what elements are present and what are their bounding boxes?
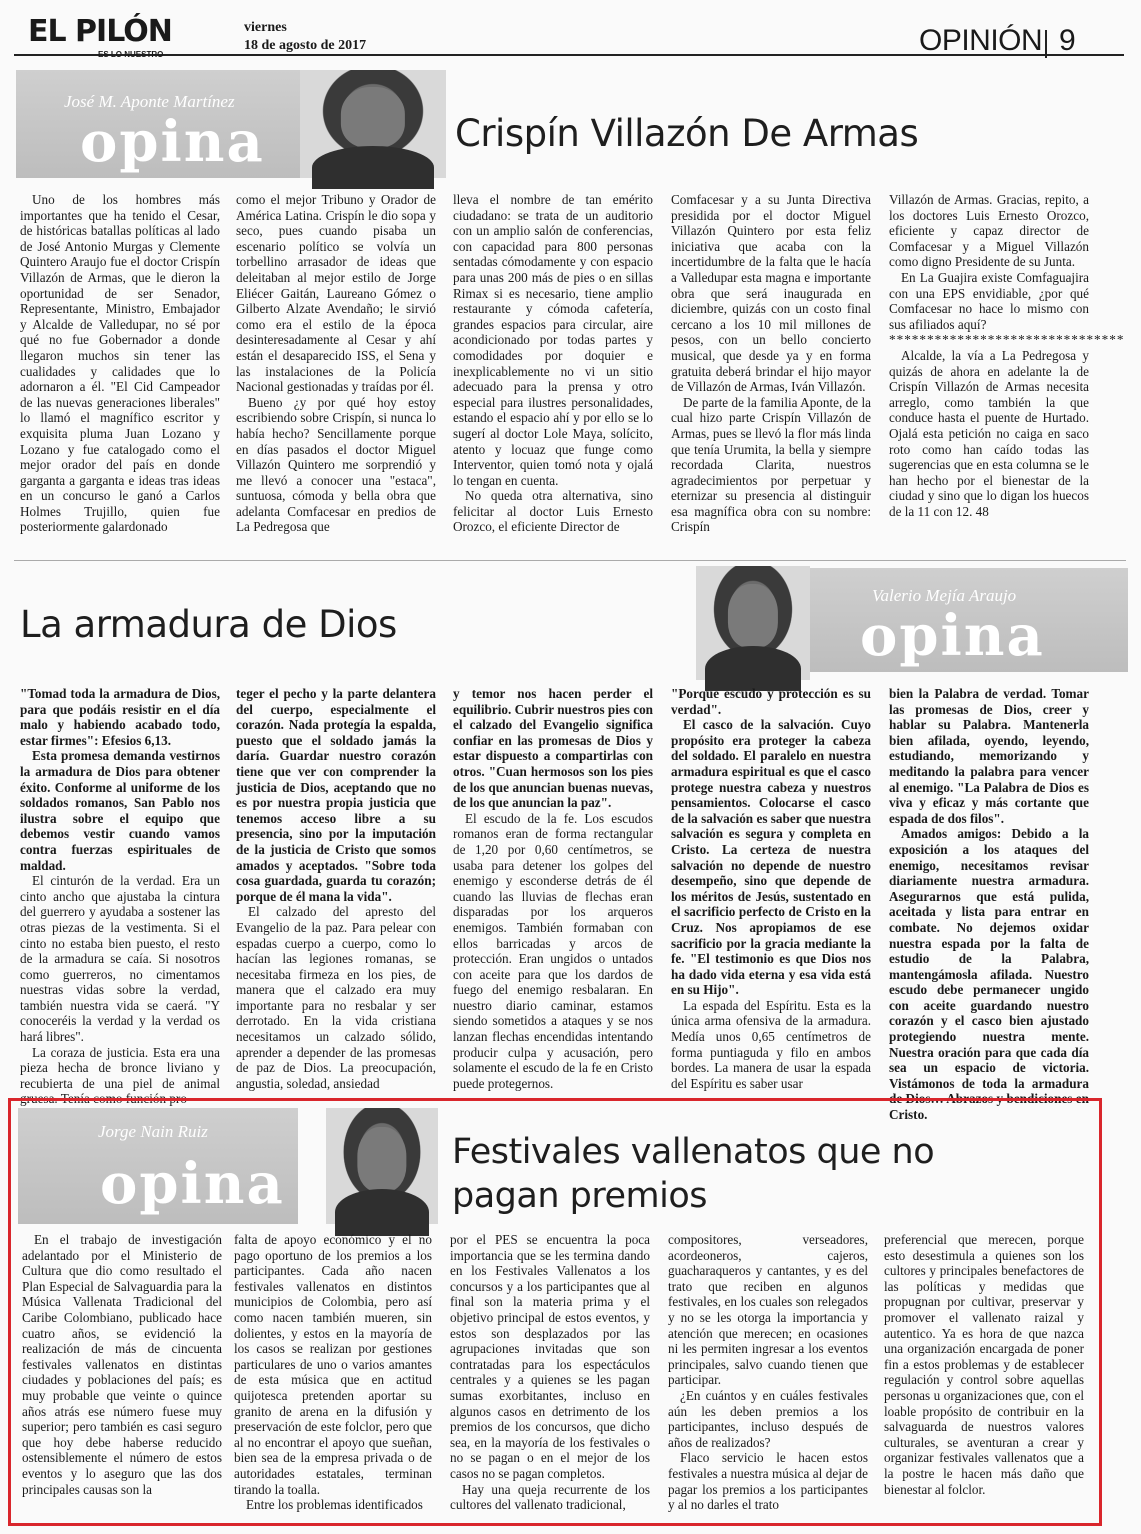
section-divider — [1045, 30, 1047, 58]
opina-label: opina — [80, 109, 265, 175]
photo-shoulders — [335, 1189, 429, 1235]
paragraph: En La Guajira existe Comfaguajira con una EPS envidiable, ¿por qué Comfacesar no hace lo mismo con sus afiliados aquí? — [889, 269, 1089, 332]
author-name: Valerio Mejía Araujo — [872, 586, 1017, 605]
paragraph: "Tomad toda la armadura de Dios, para que podáis resistir en el día malo y habiendo acabado todo, estar firmes": Efesios 6,13. — [20, 686, 220, 748]
paragraph: como el mejor Tribuno y Orador de América Latina. Crispín le dio sopa y seco, pues cuando pisaba un escenario político se volvía un torbellino arrasador de ideas que deleitaban al mejor estilo de Jorge Eliécer Gaitán, Laureano Gómez o Gilberto Alzate Avendaño; le sirvió como era el estilo de la época desinteresadamente al Cesar y ahí están el desaparecido ISS, el Sena y las instalaciones de la Policía Nacional gestionadas y traídas por él. — [236, 192, 436, 395]
article1-col3 — [453, 192, 653, 552]
article3-col3 — [450, 1232, 650, 1516]
article-title: La armadura de Dios — [20, 603, 397, 646]
issue-date: 18 de agosto de 2017 — [244, 38, 367, 53]
article1-col4 — [671, 192, 871, 552]
newspaper-logo: EL PILÓN — [28, 14, 172, 49]
article1-col5 — [889, 192, 1125, 552]
article2-col5 — [889, 686, 1089, 1123]
article1-col1 — [20, 192, 220, 552]
paragraph: El escudo de la fe. Los escudos romanos eran de forma rectangular de 1,20 por 0,60 centímetros, se usaba para detener los golpes del enemigo y esconderse detrás de él cuando las lluvias de flechas eran disparadas por los arqueros enemigos. También formaban con ellos barricadas y arcos de protección. Eran ungidos o untados con aceite para que los dardos de fuego del enemigo resbalaran. En nuestro diario caminar, estamos siendo sometidos a ataques y se nos lanzan flechas encendidas intentando producir culpa y acusación, pero solamente el escudo de la fe en Cristo puede protegernos. — [453, 810, 653, 1091]
paragraph: "Porque escudo y protección es su verdad". — [671, 686, 871, 717]
article2-col2 — [236, 686, 436, 1092]
paragraph: La coraza de justicia. Esta era una pieza hecha de bronce liviano y recubierta de una piel de animal gruesa. Tenía como función pro- — [20, 1044, 220, 1107]
opina-label: opina — [860, 603, 1045, 669]
paragraph: El calzado del apresto del Evangelio de la paz. Para pelear con espadas cuerpo a cuerpo, como lo hacían las legiones romanas, se necesitaba firmeza en los pies, de manera que el calzado era muy importante para no resbalar y ser derrotado. En la vida cristiana necesitamos un calzado sólido, aprender a depender de las promesas de paz de Dios. La preocupación, angustia, soledad, ansiedad — [236, 904, 436, 1091]
separator-stars: ******************************* — [889, 332, 1125, 348]
paragraph: Comfacesar y a su Junta Directiva presidida por el doctor Miguel Villazón Quintero por esta feliz iniciativa que acaba con la incertidumbre de la falta que le hacía a Valledupar esta magna e importante obra que será inaugurada en diciembre, quizás con un costo final cercano a los 10 mil millones de pesos, con un bello concierto musical, que desde ya y en forma gratuita deberá brindar el hijo mayor de Villazón de Armas, Iván Villazón. — [671, 192, 871, 395]
article3-col5 — [884, 1232, 1084, 1516]
paragraph: Amados amigos: Debido a la exposición a los ataques del enemigo, necesitamos revisar diariamente nuestra armadura. Asegurarnos que está pulida, aceitada y lista para entrar en combate. No dejemos oxidar nuestra espada por la falta de estudio de la Palabra, mantengámosla afilada. Nuestro escudo debe permanecer ungido con aceite guardando nuestro corazón y el casco bien ajustado protegiendo nuestra mente. Nuestra oración para que cada día sea un espacio de victoria. Vistámonos de toda la armadura de Dios… Abrazos y bendiciones en Cristo. — [889, 826, 1089, 1123]
paragraph: teger el pecho y la parte delantera del cuerpo, especialmente el corazón. Nada protegía la espalda, puesto que el soldado jamás la daría. Guardar nuestro corazón tiene que ver con comprender la justicia de Dios, aceptando que no es por nuestra propia justicia que tenemos acceso libre a su presencia, sino por la imputación de la justicia de Cristo que somos amados y aceptados. "Sobre toda cosa guardada, guarda tu corazón; porque de él mana la vida". — [236, 686, 436, 904]
author-photo — [696, 566, 810, 680]
paragraph: Alcalde, la vía a La Pedregosa y quizás de ahora en adelante la de Crispín Villazón de Armas necesita arreglo, como también la que conduce hasta el puente de Hurtado. Ojalá esta petición no caiga en saco roto como han caído todas las sugerencias que en esta columna se le han hecho por el bienestar de la ciudad y sino que lo digan los huecos de la 11 con 12. 48 — [889, 347, 1089, 519]
paragraph: Villazón de Armas. Gracias, repito, a los doctores Luis Ernesto Orozco, eficiente y capaz director de Comfacesar y a Miguel Villazón como digno Presidente de su Junta. — [889, 192, 1089, 270]
paragraph: De parte de la familia Aponte, de la cual hizo parte Crispín Villazón de Armas, pues se llevó la flor más linda que tenía Urumita, la bella y siempre recordada Clarita, nuestros agradecimientos por perpetuar y eternizar su presencia al distinguir esa magnífica obra con su nombre: Crispín — [671, 394, 871, 535]
paragraph: El casco de la salvación. Cuyo propósito era proteger la cabeza del soldado. El paralelo en nuestra armadura espiritual es que el casco protege nuestra cabeza y nuestros pensamientos. Colocarse el casco de la salvación es saber que nuestra salvación es segura y completa en Cristo. La certeza de nuestra salvación no depende de nuestro desempeño, sino que depende de los méritos de Jesús, sustentado en el sacrificio perfecto de Cristo en la Cruz. Nos apropiamos de ese sacrificio por la gracia mediante la fe. "El testimonio es que Dios nos ha dado vida eterna y esa vida está en su Hijo". — [671, 717, 871, 998]
article1-col2 — [236, 192, 436, 552]
newspaper-tagline: ES LO NUESTRO — [98, 50, 164, 59]
paragraph: compositores, verseadores, acordeoneros, cajeros, guacharaqueros y cantantes, y es del trato que reciben en algunos festivales, en los cuales son relegados y no se les otorga la importancia y atención que merecen; en ocasiones ni les permiten ingresar a los eventos principales, salvo cuando tienen que participar. — [668, 1232, 868, 1388]
paragraph: Flaco servicio le hacen estos festivales a nuestra música al dejar de pagar los premios a los participantes y al no darles el trato — [668, 1450, 868, 1513]
paragraph: La espada del Espíritu. Esta es la única arma ofensiva de la armadura. Medía unos 0,65 centímetros de forma puntiaguda y filo en ambos bordes. La manera de usar la espada del Espíritu es saber usar — [671, 997, 871, 1091]
author-photo — [326, 1108, 438, 1224]
article-divider — [14, 560, 1126, 561]
author-name: Jorge Nain Ruiz — [98, 1122, 208, 1141]
paragraph: preferencial que merecen, porque esto desestimula a quienes son los cultores y principales benefactores de las políticas y medidas que propugnan por cultivar, preservar y promover el vallenato raizal y autentico. Ya es hora de que nazca una organización encargada de poner fin a estos problemas y de establecer regulación y control sobre aquellas personas u organizaciones que, con el loable propósito de contribuir en la salvaguarda de nuestros valores culturales, se aventuran a crear y organizar festivales vallenatos que a la postre le hacen más daño que bienestar al folclor. — [884, 1232, 1084, 1497]
paragraph: Entre los problemas identificados — [246, 1497, 423, 1513]
paragraph: falta de apoyo económico y el no pago oportuno de los premios a los participantes. Cada año nacen festivales vallenatos en distintos municipios de Colombia, pero así como nacen también mueren, sin dolientes, y estos en la mayoría de los casos se realizan por gestiones particulares de uno o varios amantes de esta música que en actitud quijotesca pretenden aportar su granito de arena en la difusión y preservación de este folclor, pero que al no encontrar el apoyo que sueñan, bien sea de la empresa privada o de autoridades estatales, terminan tirando la toalla. — [234, 1232, 432, 1497]
paragraph: Bueno ¿y por qué hoy estoy escribiendo sobre Crispín, si nunca lo había hecho? Sencillamente porque en días pasados el doctor Miguel Villazón Quintero me sorprendió y me llevó a conocer una "estaca", suntuosa, cómoda y bella obra que adelanta Comfacesar en predios de La Pedregosa que — [236, 394, 436, 535]
photo-shoulders — [312, 146, 435, 189]
article3-col1 — [22, 1232, 222, 1516]
photo-head — [357, 1127, 406, 1192]
photo-shoulders — [705, 646, 801, 692]
article3-col2 — [234, 1232, 432, 1516]
opina-box-article2 — [800, 568, 1128, 672]
article2-col1 — [20, 686, 220, 1107]
section-label: OPINIÓN — [919, 24, 1043, 57]
photo-head — [728, 584, 778, 648]
article2-col3 — [453, 686, 653, 1092]
article-title: Crispín Villazón De Armas — [455, 112, 919, 155]
opina-label: opina — [100, 1151, 285, 1217]
paragraph: lleva el nombre de tan emérito ciudadano: se trata de un auditorio con un amplio salón de conferencias, con capacidad para 800 personas sentadas cómodamente y con espacio para unas 200 más de pies o en sillas Rimax si es necesario, tiene amplio restaurante y cómoda cafetería, grandes espacios para circular, aire acondicionado por todas partes y comodidades por doquier e inexplicablemente no vi un sitio adecuado para la prensa y otro especial para ilustres personalidades, estando el espacio ahí y por ello se lo sugerí al doctor Lole Maya, solícito, atento y locuaz que funge como Interventor, quien tomó nota y ojalá lo tengan en cuenta. — [453, 192, 653, 488]
paragraph: Hay una queja recurrente de los cultores del vallenato tradicional, — [450, 1481, 650, 1513]
issue-weekday: viernes — [244, 20, 287, 35]
author-name: José M. Aponte Martínez — [64, 92, 235, 111]
article-title-line1: Festivales vallenatos que no — [452, 1132, 935, 1172]
paragraph: y temor nos hacen perder el equilibrio. Cubrir nuestros pies con el calzado del Evangelio significa confiar en las promesas de Dios y estar dispuesto a compartirlas con otros. "Cuan hermosos son los pies de los que anuncian buenas nuevas, de los que anuncian la paz". — [453, 686, 653, 811]
article3-col4 — [668, 1232, 868, 1516]
paragraph: por el PES se encuentra la poca importancia que se les termina dando en los Festivales Vallenatos a los concursos y a los participantes que al final son la materia prima y el objetivo principal de estos eventos, y estos son desplazados por las agrupaciones invitadas que son contratadas para los espectáculos centrales y a quienes se les pagan sumas exorbitantes, incluso en algunos casos en detrimento de los premios de los concursos, que dicho sea, en la mayoría de los festivales o no se pagan o en el mejor de los casos no se pagan completos. — [450, 1232, 650, 1481]
photo-head — [341, 87, 405, 147]
paragraph: Uno de los hombres más importantes que ha tenido el Cesar, de históricas batallas políticas al lado de José Antonio Murgas y Clemente Quintero Araujo fue el doctor Crispín Villazón de Armas, que le dieron la oportunidad de ser Senador, Representante, Ministro, Embajador y Alcalde de Valledupar, no sé por qué no fue Gobernador a donde llegaron muchos sin tener las cualidades y calidades que lo adornaron a él. "El Cid Campeador de las nuevas generaciones liberales" lo llamó el magnífico escritor y exquisita pluma Juan Lozano y Lozano y fue catalogado como el mejor orador del país en donde garganta a garganta e ideas tras ideas en un concurso le ganó a Carlos Holmes Trujillo, quien fue posteriormente galardonado — [20, 192, 220, 535]
page-number: 9 — [1059, 24, 1076, 57]
paragraph: No queda otra alternativa, sino felicitar al doctor Luis Ernesto Orozco, el eficiente Director de — [453, 488, 653, 535]
article2-col4 — [671, 686, 871, 1092]
paragraph: El cinturón de la verdad. Era un cinto ancho que ajustaba la cintura del guerrero y ayudaba a sostener las otras piezas de la vestimenta. Si el cinto no estaba bien puesto, el resto de la armadura se caía. Si nosotros como guerreros, no cimentamos nuestras vidas sobre la verdad, también nuestra vida se caerá. "Y conoceréis la verdad y la verdad os hará libres". — [20, 873, 220, 1045]
opina-box-article3 — [18, 1108, 298, 1224]
paragraph: En el trabajo de investigación adelantado por el Ministerio de Cultura que dio como resultado el Plan Especial de Salvaguardia para la Música Vallenata Tradicional del Caribe Colombiano, publicado hace cuatro años, se evidenció la realización de más de cincuenta festivales vallenatos en distintas ciudades y poblaciones del país; es muy probable que veinte o quince años atrás ese número fuese muy superior; pero también es casi seguro que hoy debe haberse reducido ostensiblemente el número de estos eventos y lo aseguro que las dos principales causas son la — [22, 1232, 222, 1497]
masthead — [14, 10, 1124, 59]
paragraph: Esta promesa demanda vestirnos la armadura de Dios para obtener éxito. Conforme al uniforme de los soldados romanos, San Pablo nos ilustra sobre el equipo que debemos vestir cuando vamos contra fuerzas espirituales de maldad. — [20, 748, 220, 873]
article-title-line2: pagan premios — [452, 1176, 707, 1216]
paragraph: bien la Palabra de verdad. Tomar las promesas de Dios, creer y hablar su Palabra. Mantenerla bien afilada, oyendo, leyendo, estudiando, memorizando y meditando la palabra para vencer al enemigo. "La Palabra de Dios es viva y eficaz y más cortante que espada de dos filos". — [889, 686, 1089, 826]
paragraph: ¿En cuántos y en cuáles festivales aún les deben premios a los participantes, incluso después de años de realizados? — [668, 1387, 868, 1450]
author-photo — [300, 70, 446, 178]
